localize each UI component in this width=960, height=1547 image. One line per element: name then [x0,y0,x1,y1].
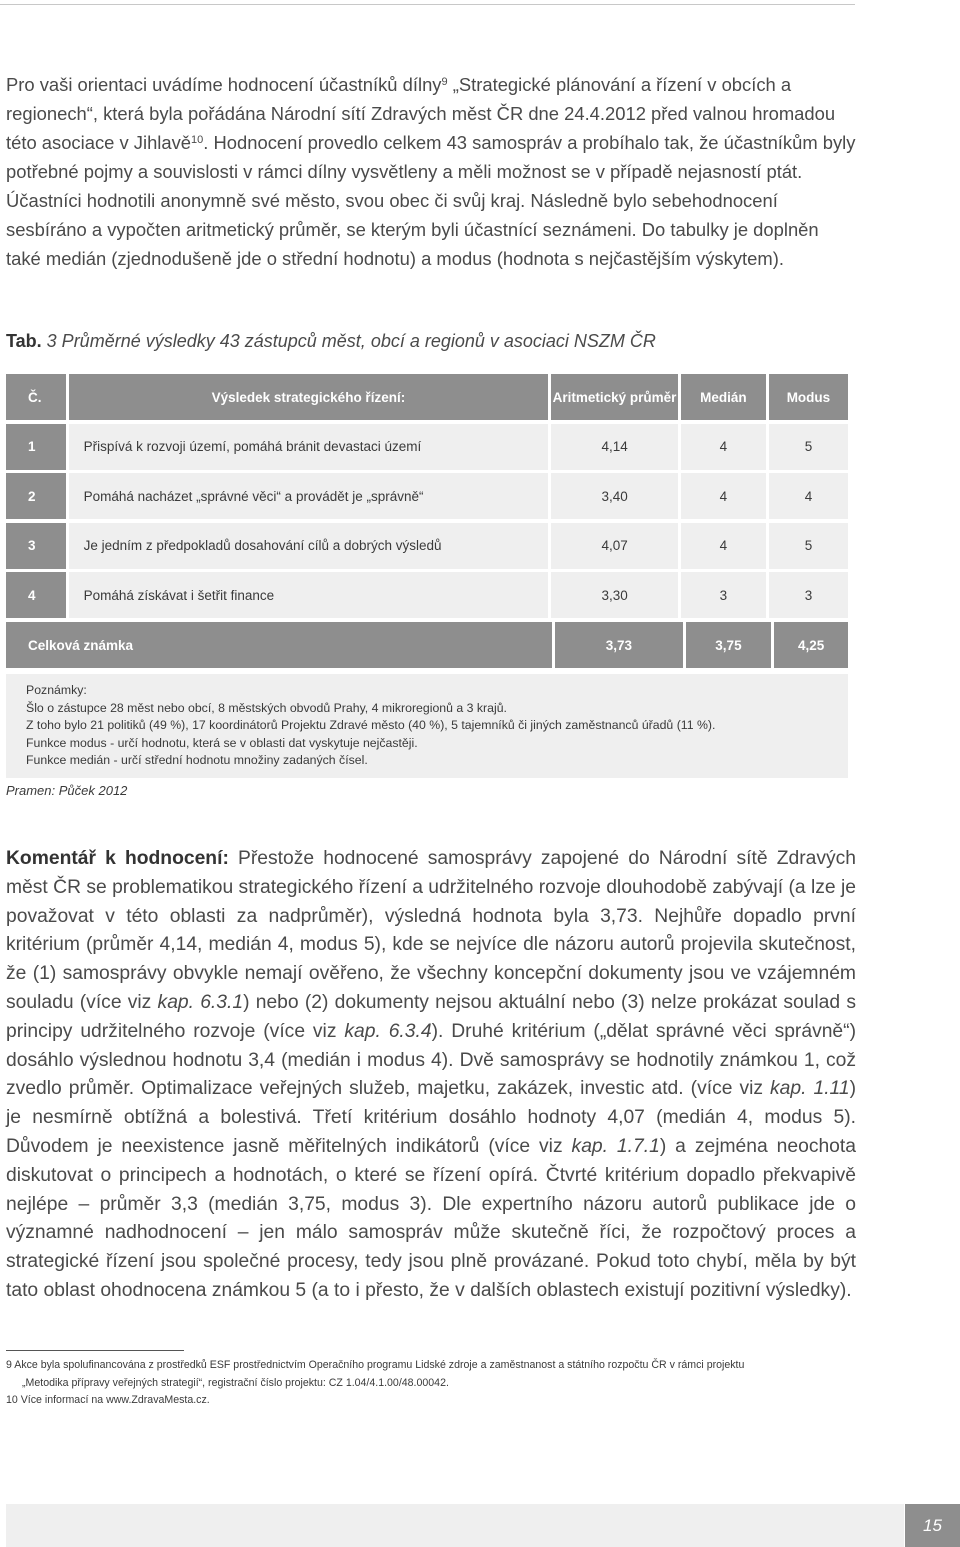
row-mode: 5 [769,523,848,569]
note-line: Funkce modus - určí hodnotu, která se v oblasti dat vyskytuje nejčastěji. [26,735,418,750]
table-source: Pramen: Půček 2012 [6,783,128,798]
footnote-9-continued: „Metodika přípravy veřejných strategií“, registrační číslo projektu: CZ 1.04/4.1.00/48.00042. [22,1376,449,1389]
comment-text: ) nebo (2) dokumenty nejsou aktuální nebo (3) nelze prokázat soulad s principy udržitelného rozvoje (více viz [6,991,856,1042]
row-mode: 4 [769,473,848,519]
top-divider [0,4,855,5]
header-mean: Aritmetický průměr [551,374,678,420]
header-number: Č. [6,374,66,420]
footer-band [6,1504,904,1547]
row-mean: 4,14 [551,424,678,470]
page-number: 15 [905,1504,960,1547]
table-row [6,523,848,569]
row-criterion: Přispívá k rozvoji území, pomáhá bránit devastaci území [69,424,549,470]
table-notes [6,674,848,778]
row-mode: 5 [769,424,848,470]
table-caption-text: 3 Průměrné výsledky 43 zástupců měst, obcí a regionů v asociaci NSZM ČR [46,331,656,351]
footnote-10: 10 Více informací na www.ZdravaMesta.cz. [6,1394,210,1406]
footnote-divider [6,1350,184,1351]
note-line: Z toho bylo 21 politiků (49 %), 17 koordinátorů Projektu Zdravé město (40 %), 5 tajemníků či jiných zaměstnanců úřadů (11 %). [26,718,716,732]
intro-text-3: . Hodnocení provedlo celkem 43 samospráv a probíhalo tak, že účastníkům byly potřebné pojmy a souvislosti v rámci dílny vysvětleny a měli možnost se v případě nejasností ptát. Účastníci hodnotili anonymně své město, svou obec či svůj kraj. Následně bylo sebehodnocení sesbíráno a vypočten aritmetický průměr, se kterým byli účastnící seznámeni. Do tabulky je doplněn také medián (zjednodušeně jde o střední hodnotu) a modus (hodnota s nejčastějším výskytem). [6,132,856,269]
row-criterion: Je jedním z předpokladů dosahování cílů a dobrých výsledů [69,523,549,569]
row-criterion: Pomáhá získávat i šetřit finance [69,572,549,618]
total-median: 3,75 [686,622,772,668]
total-label: Celková známka [6,622,552,668]
comment-lead: Komentář k hodnocení: [6,848,229,869]
row-criterion: Pomáhá nacházet „správné věci“ a provádět je „správně“ [69,473,549,519]
row-mode: 3 [769,572,848,618]
chapter-reference: kap. 6.3.1 [157,991,244,1013]
table-row [6,473,848,519]
results-table [6,374,848,778]
table-caption-label: Tab. [6,331,47,351]
row-mean: 3,40 [551,473,678,519]
row-number: 1 [6,424,66,470]
header-median: Medián [681,374,766,420]
footnote-ref-9[interactable]: 9 [441,76,448,88]
table-row [6,424,848,470]
row-mean: 3,30 [551,572,678,618]
row-median: 4 [681,523,766,569]
row-number: 3 [6,523,66,569]
comment-text: ) je nesmírně obtížná a bolestivá. Třetí kritérium dosáhlo hodnoty 4,07 (medián 4, modus 5). Důvodem je neexistence jasně měřitelných indikátorů (více viz [6,1078,856,1157]
comment-text: Přestože hodnocené samosprávy zapojené do Národní sítě Zdravých měst ČR se problematikou strategického řízení a udržitelného rozvoje dlouhodobě zabývají (a lze je považovat v této oblasti za nadprůměr), výsledná hodnota byla 3,73. Nejhůře dopadlo první kritérium (průměr 4,14, medián 4, modus 5), kde se nejvíce dle názoru autorů projevila skutečnost, že (1) samosprávy obvykle nemají ověřeno, že všechny koncepční dokumenty jsou ve vzájemném souladu (více viz [6,848,857,1013]
table-header-row [6,374,848,420]
chapter-reference: kap. 6.3.4 [344,1020,432,1042]
table-total-row [6,622,848,668]
intro-paragraph [6,70,856,273]
row-median: 3 [681,572,766,618]
chapter-reference: kap. 1.11 [770,1078,850,1100]
row-mean: 4,07 [551,523,678,569]
intro-text-2: „Strategické plánování a řízení v obcích a regionech“, která byla pořádána Národní sítí Zdravých měst ČR dne 24.4.2012 před valnou hromadou této asociace v Jihlavě [6,74,836,153]
row-number: 4 [6,572,66,618]
footnote-9: 9 Akce byla spolufinancována z prostředků ESF prostřednictvím Operačního programu Lidské zdroje a zaměstnanost a státního rozpočtu ČR v rámci projektu [6,1359,745,1371]
intro-text-1: Pro vaši orientaci uvádíme hodnocení účastníků dílny [6,74,442,95]
header-result: Výsledek strategického řízení: [69,374,549,420]
note-line: Funkce medián - určí střední hodnotu množiny zadaných čísel. [26,753,368,767]
total-mode: 4,25 [774,622,848,668]
total-mean: 3,73 [555,622,683,668]
notes-heading: Poznámky: [26,683,87,697]
comment-text: ). Druhé kritérium („dělat správné věci správně“) dosáhlo výslednou hodnotu 3,4 (medián i modus 4). Dvě samosprávy se hodnotily známkou 1, což zvedlo průměr. Optimalizace veřejných služeb, majetku, zakázek, investic atd. (více viz [6,1020,857,1100]
table-row [6,572,848,618]
chapter-reference: kap. 1.7.1 [571,1135,660,1157]
comment-paragraph [6,845,856,1306]
row-median: 4 [681,473,766,519]
row-number: 2 [6,473,66,519]
header-mode: Modus [769,374,848,420]
row-median: 4 [681,424,766,470]
table-caption [6,331,856,352]
footnote-ref-10[interactable]: 10 [191,134,204,146]
footnotes [6,1357,856,1410]
note-line: Šlo o zástupce 28 měst nebo obcí, 8 městských obvodů Prahy, 4 mikroregionů a 3 krajů. [26,700,507,715]
comment-text: ) a zejména neochota diskutovat o principech a hodnotách, o které se řízení opírá. Čtvrté kritérium dopadlo překvapivě nejlépe – průměr 3,3 (medián 3,75, modus 3). Dle expertního názoru autorů publikace jde o významné nadhodnocení – jen málo samospráv může skutečně říci, že rozpočtový proces a strategické řízení jsou společné procesy, tedy jsou plně provázané. Pokud toto chybí, měla by být tato oblast ohodnocena známkou 5 (a to i přesto, že v dalších oblastech existují pozitivní výsledky). [6,1135,856,1301]
